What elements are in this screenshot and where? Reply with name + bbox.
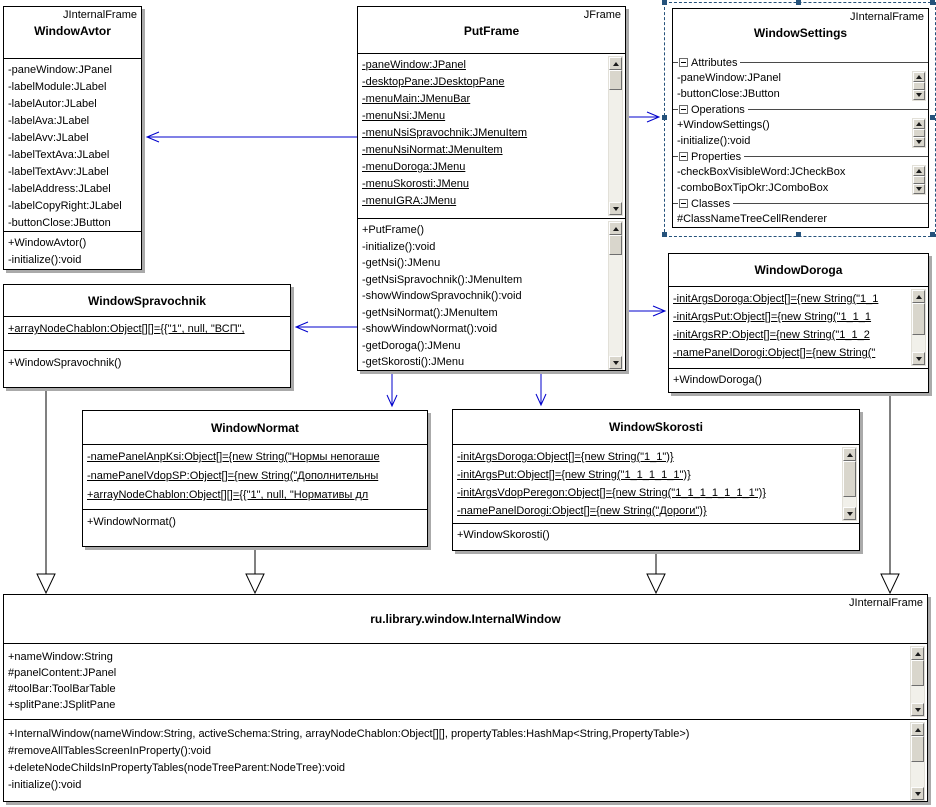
operation-row[interactable]: +WindowAvtor() (8, 237, 87, 249)
arrow-down-icon (916, 140, 922, 144)
selection-handle[interactable] (662, 0, 667, 5)
operation-row[interactable]: -getDoroga():JMenu (362, 339, 461, 352)
scroll-down-button[interactable] (913, 90, 925, 100)
scroll-up-button[interactable] (913, 72, 925, 82)
attributes-compartment (83, 444, 427, 509)
attribute-row[interactable]: +nameWindow:String (8, 651, 113, 663)
operation-row[interactable]: -initialize():void (8, 254, 82, 266)
selection-handle[interactable] (662, 232, 667, 237)
section-rows (673, 70, 928, 102)
collapse-icon[interactable] (679, 58, 688, 67)
scroll-up-button[interactable] (609, 222, 622, 235)
selection-handle[interactable] (930, 0, 935, 5)
attribute-row[interactable]: -menuNsiSpravochnik:JMenuItem (362, 127, 528, 139)
class-windownormat[interactable] (82, 410, 428, 547)
selection-handle[interactable] (930, 115, 935, 120)
scroll-down-button[interactable] (609, 202, 622, 215)
attribute-row[interactable]: -labelCopyRight:JLabel (8, 200, 122, 212)
attributes-compartment (358, 53, 625, 218)
selection-handle[interactable] (796, 232, 801, 237)
operations-compartment (669, 368, 928, 394)
attribute-row[interactable]: -desktopPane:JDesktopPane (362, 76, 505, 88)
rule-segment (673, 109, 678, 110)
arrow-down-icon (916, 357, 922, 361)
scroll-track[interactable] (911, 762, 924, 787)
attribute-row[interactable]: -menuNsiNormat:JMenuItem (362, 144, 503, 156)
class-header (453, 410, 859, 444)
scrollbar[interactable] (910, 646, 925, 717)
arrow-up-icon (916, 122, 922, 126)
class-name[interactable]: WindowSkorosti (609, 420, 703, 434)
arrow-up-icon (916, 295, 922, 299)
scroll-up-button[interactable] (911, 647, 924, 660)
scrollbar[interactable] (910, 722, 925, 801)
section-operations (673, 102, 928, 149)
operation-row[interactable]: -initialize():void (677, 135, 751, 147)
arrow-down-icon (916, 93, 922, 97)
scroll-thumb[interactable] (609, 235, 622, 255)
scroll-thumb[interactable] (911, 660, 924, 686)
attribute-row[interactable]: -menuSkorosti:JMenu (362, 178, 469, 190)
scroll-up-button[interactable] (843, 448, 856, 461)
attribute-row[interactable]: -paneWindow:JPanel (362, 59, 466, 71)
selection-handle[interactable] (930, 232, 935, 237)
section-header[interactable] (673, 102, 928, 117)
attribute-row[interactable]: #toolBar:ToolBarTable (8, 683, 116, 695)
scroll-down-button[interactable] (911, 787, 924, 800)
operation-row[interactable]: +deleteNodeChildsInPropertyTables(nodeTreeParent:NodeTree):void (8, 762, 346, 774)
section-rows (673, 117, 928, 149)
class-windowsettings[interactable] (672, 8, 929, 228)
section-rows (673, 211, 928, 227)
attribute-row[interactable]: -buttonClose:JButton (677, 88, 780, 100)
operation-row[interactable]: -showWindowNormat():void (362, 323, 498, 335)
arrow-down-icon (915, 708, 921, 712)
arrow-down-icon (613, 361, 619, 365)
attribute-row[interactable]: -initArgsDoroga:Object[]={new String("1_1 (673, 293, 879, 305)
section-rows (673, 164, 928, 196)
property-row[interactable]: -checkBoxVisibleWord:JCheckBox (677, 166, 846, 178)
class-name[interactable]: WindowSpravochnik (88, 293, 206, 308)
attribute-row[interactable]: -paneWindow:JPanel (8, 64, 112, 76)
attribute-row[interactable]: -buttonClose:JButton (8, 217, 111, 229)
attribute-row[interactable]: -labelAva:JLabel (8, 115, 90, 127)
attribute-row[interactable]: -menuNsi:JMenu (362, 110, 446, 122)
class-header (358, 7, 625, 53)
attribute-row[interactable]: -menuDoroga:JMenu (362, 161, 466, 173)
scroll-up-button[interactable] (911, 723, 924, 736)
stereotype-label: JInternalFrame (63, 9, 137, 21)
property-row[interactable]: -comboBoxTipOkr:JComboBox (677, 182, 829, 194)
scroll-track[interactable] (843, 497, 856, 507)
operation-row[interactable]: -getNsi():JMenu (362, 257, 441, 269)
scroll-thumb[interactable] (911, 736, 924, 762)
arrow-down-icon (847, 512, 853, 516)
class-header (83, 411, 427, 444)
operation-row[interactable]: +WindowSpravochnik() (8, 357, 122, 369)
class-header (4, 285, 290, 316)
arrow-down-icon (613, 207, 619, 211)
attributes-compartment (4, 58, 141, 231)
attribute-row[interactable]: -initArgsDoroga:Object[]={new String("1_1")} (457, 451, 674, 463)
scrollbar[interactable] (608, 221, 623, 370)
section-label: Operations (691, 103, 745, 116)
operations-compartment (4, 350, 290, 389)
operation-row[interactable]: +WindowSettings() (677, 119, 770, 131)
generalization-triangle-icon (246, 574, 264, 593)
scrollbar[interactable] (912, 165, 926, 195)
section-label: Properties (691, 150, 742, 163)
attribute-row[interactable]: -namePanelDorogi:Object[]={new String("Дороги")} (457, 505, 707, 517)
scroll-thumb[interactable] (609, 70, 622, 90)
class-windowspravochnik[interactable] (3, 284, 291, 388)
scroll-thumb[interactable] (913, 176, 925, 184)
attribute-row[interactable]: -initArgsVdopPeregon:Object[]={new String("1_1_1_1_1_1_1")} (457, 487, 766, 499)
section-header[interactable] (673, 55, 928, 70)
rule-segment (673, 62, 678, 63)
section-classes (673, 196, 928, 228)
operations-compartment (4, 231, 141, 271)
attribute-row[interactable]: +splitPane:JSplitPane (8, 699, 116, 711)
operation-row[interactable]: -showWindowSpravochnik():void (362, 290, 522, 302)
stereotype-label: JInternalFrame (850, 11, 924, 23)
attribute-row[interactable]: -namePanelDorogi:Object[]={new String(" (673, 347, 876, 359)
section-header[interactable] (673, 196, 928, 211)
scrollbar[interactable] (912, 118, 926, 148)
attribute-row[interactable]: -labelTextAvv:JLabel (8, 166, 109, 178)
operations-compartment (4, 719, 927, 803)
scrollbar[interactable] (608, 56, 623, 216)
operations-compartment (358, 218, 625, 372)
section-properties (673, 149, 928, 196)
class-header (4, 7, 141, 58)
attribute-row[interactable]: -labelAddress:JLabel (8, 183, 111, 195)
rule-line (733, 203, 928, 204)
scroll-down-button[interactable] (913, 184, 925, 194)
class-header (669, 254, 928, 286)
arrow-up-icon (613, 227, 619, 231)
scroll-thumb[interactable] (913, 129, 925, 137)
rule-segment (673, 156, 678, 157)
scroll-down-button[interactable] (913, 137, 925, 147)
class-name[interactable]: WindowSettings (753, 26, 848, 40)
attribute-row[interactable]: -namePanelAnpKsi:Object[]={new String("Нормы непогаше (87, 451, 380, 463)
collapse-icon[interactable] (679, 105, 688, 114)
operation-row[interactable]: +WindowSkorosti() (457, 529, 550, 541)
operation-row[interactable]: -initialize():void (362, 240, 436, 253)
class-header (4, 595, 927, 643)
operation-row[interactable]: -getSkorosti():JMenu (362, 356, 465, 368)
attribute-row[interactable]: -labelAvv:JLabel (8, 132, 89, 144)
attribute-row[interactable]: -initArgsRP:Object[]={new String("1_1_2 (673, 329, 870, 341)
rule-line (744, 156, 928, 157)
class-name[interactable]: PutFrame (463, 24, 520, 38)
arrow-up-icon (916, 169, 922, 173)
section-header[interactable] (673, 149, 928, 164)
scroll-track[interactable] (911, 686, 924, 703)
class-windowdoroga[interactable] (668, 253, 929, 393)
attribute-row[interactable]: -paneWindow:JPanel (677, 72, 781, 84)
arrow-up-icon (915, 728, 921, 732)
operation-row[interactable]: +WindowDoroga() (673, 374, 762, 386)
operations-compartment (453, 523, 859, 552)
attributes-compartment (453, 444, 859, 523)
rule-line (740, 62, 928, 63)
class-windowavtor[interactable] (3, 6, 142, 270)
generalization-triangle-icon (37, 574, 55, 593)
operation-row[interactable]: -initialize():void (8, 779, 82, 791)
selection-handle[interactable] (662, 115, 667, 120)
scroll-down-button[interactable] (609, 356, 622, 369)
class-putframe[interactable] (357, 6, 626, 371)
scroll-down-button[interactable] (912, 352, 925, 365)
class-header (673, 9, 928, 55)
operation-row[interactable]: -getNsiNormat():JMenuItem (362, 306, 498, 319)
scroll-track[interactable] (609, 90, 622, 202)
attribute-row[interactable]: -menuMain:JMenuBar (362, 93, 471, 105)
attribute-row[interactable]: -initArgsPut:Object[]={new String("1_1_1 (673, 311, 872, 323)
class-name[interactable]: ru.library.window.InternalWindow (370, 612, 561, 626)
scroll-thumb[interactable] (912, 303, 925, 335)
operations-compartment (83, 509, 427, 548)
arrow-down-icon (916, 187, 922, 191)
attribute-row[interactable]: -labelTextAva:JLabel (8, 149, 110, 161)
scroll-down-button[interactable] (911, 703, 924, 716)
operation-row[interactable]: +WindowNormat() (87, 516, 176, 528)
class-windowskorosti[interactable] (452, 409, 860, 551)
arrow-up-icon (847, 453, 853, 457)
section-attributes (673, 55, 928, 102)
scroll-up-button[interactable] (913, 119, 925, 129)
attribute-row[interactable]: -namePanelVdopSP:Object[]={new String("Дополнительны (87, 470, 379, 482)
class-name[interactable]: WindowNormat (211, 420, 299, 435)
arrow-down-icon (915, 792, 921, 796)
attribute-row[interactable]: -menuIGRA:JMenu (362, 195, 457, 207)
collapse-icon[interactable] (679, 199, 688, 208)
operation-row[interactable]: #removeAllTablesScreenInProperty():void (8, 745, 211, 757)
scroll-track[interactable] (609, 255, 622, 356)
class-row[interactable]: #ClassNameTreeCellRenderer (677, 213, 827, 225)
arrow-up-icon (915, 652, 921, 656)
selection-handle[interactable] (796, 0, 801, 5)
attribute-row[interactable]: +arrayNodeChablon:Object[][]={{"1", null, "ВСП", (8, 323, 245, 335)
scroll-thumb[interactable] (843, 461, 856, 497)
scrollbar[interactable] (911, 289, 926, 366)
class-name[interactable]: WindowDoroga (754, 263, 843, 277)
attribute-row[interactable]: #panelContent:JPanel (8, 667, 117, 679)
stereotype-label: JFrame (583, 9, 621, 21)
scroll-up-button[interactable] (913, 166, 925, 176)
arrow-up-icon (916, 75, 922, 79)
operation-row[interactable]: -getNsiSpravochnik():JMenuItem (362, 273, 523, 286)
operation-row[interactable]: +InternalWindow(nameWindow:String, activeSchema:String, arrayNodeChablon:Object[][], propertyTables:HashMap<String,PropertyTable>) (8, 728, 690, 740)
attribute-row[interactable]: -labelModule:JLabel (8, 81, 107, 93)
arrow-up-icon (613, 62, 619, 66)
generalization-triangle-icon (881, 574, 899, 593)
attribute-row[interactable]: +arrayNodeChablon:Object[][]={{"1", null, "Нормативы дл (87, 489, 369, 501)
stereotype-label: JInternalFrame (849, 597, 923, 609)
section-label: Attributes (691, 56, 738, 69)
attribute-row[interactable]: -labelAutor:JLabel (8, 98, 97, 110)
rule-segment (673, 203, 678, 204)
attributes-compartment (669, 286, 928, 368)
attributes-compartment (4, 316, 290, 350)
collapse-icon[interactable] (679, 152, 688, 161)
operation-row[interactable]: +PutFrame() (362, 224, 425, 236)
scroll-up-button[interactable] (609, 57, 622, 70)
scrollbar[interactable] (842, 447, 857, 521)
scroll-down-button[interactable] (843, 507, 856, 520)
rule-line (748, 109, 928, 110)
generalization-triangle-icon (647, 574, 665, 593)
class-internalwindow[interactable] (3, 594, 928, 802)
scrollbar[interactable] (912, 71, 926, 101)
attribute-row[interactable]: -initArgsPut:Object[]={new String("1_1_1_1_1")} (457, 469, 691, 481)
section-label: Classes (691, 197, 731, 210)
scroll-track[interactable] (912, 335, 925, 352)
class-name[interactable]: WindowAvtor (34, 24, 111, 38)
attributes-compartment (4, 643, 927, 719)
scroll-up-button[interactable] (912, 290, 925, 303)
scroll-thumb[interactable] (913, 82, 925, 90)
